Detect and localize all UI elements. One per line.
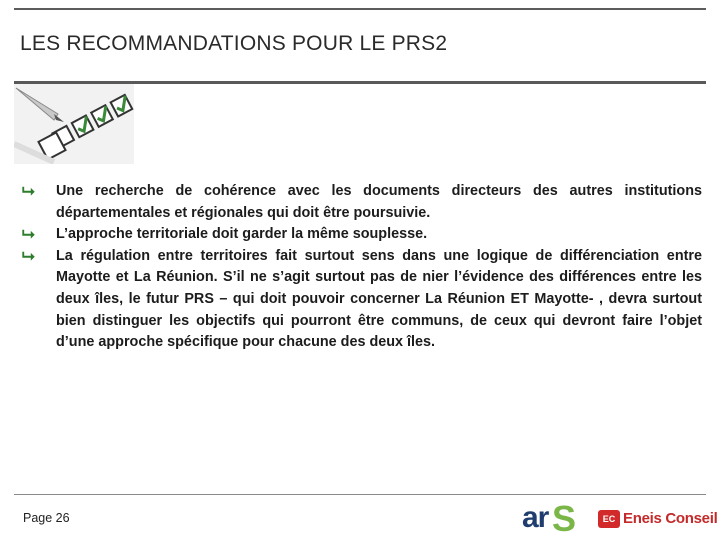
eneis-badge: EC: [598, 510, 620, 528]
eneis-name: Eneis Conseil: [623, 510, 718, 527]
ars-logo-text: ar: [522, 501, 549, 534]
ars-logo-s: S: [552, 498, 577, 539]
bullet-text: Une recherche de cohérence avec les documents directeurs des autres institutions départementales et régionales qui doit être poursuivie.: [56, 183, 702, 221]
curved-arrow-icon: ⮡: [22, 226, 35, 244]
bullet-list: [22, 181, 702, 354]
checklist-icon: [14, 84, 134, 169]
bullet-text: L’approche territoriale doit garder la même souplesse.: [56, 226, 428, 243]
slide-title: LES RECOMMANDATIONS POUR LE PRS2: [20, 32, 448, 55]
curved-arrow-icon: ⮡: [22, 183, 35, 200]
list-item: [22, 224, 702, 246]
bullet-text: La régulation entre territoires fait surtout sens dans une logique de différenciation entre Mayotte et La Réunion. S’il ne s’agit surtout pas de nier l’évidence des différences entre les deux îles, le futur PRS – qui doit pouvoir concerner La Réunion ET Mayotte- , devra surtout bien distinguer les objectifs qui pourront être communs, de ceux qui devront faire l’objet d’une approche spécifique pour chacune des deux îles.: [56, 247, 702, 351]
curved-arrow-icon: ⮡: [22, 247, 35, 265]
eneis-logo: [598, 510, 717, 528]
footer-rule: [14, 494, 706, 495]
top-rule: [14, 8, 706, 10]
list-item: [22, 181, 702, 224]
page-number: Page 26: [23, 511, 70, 525]
list-item: [22, 246, 702, 354]
